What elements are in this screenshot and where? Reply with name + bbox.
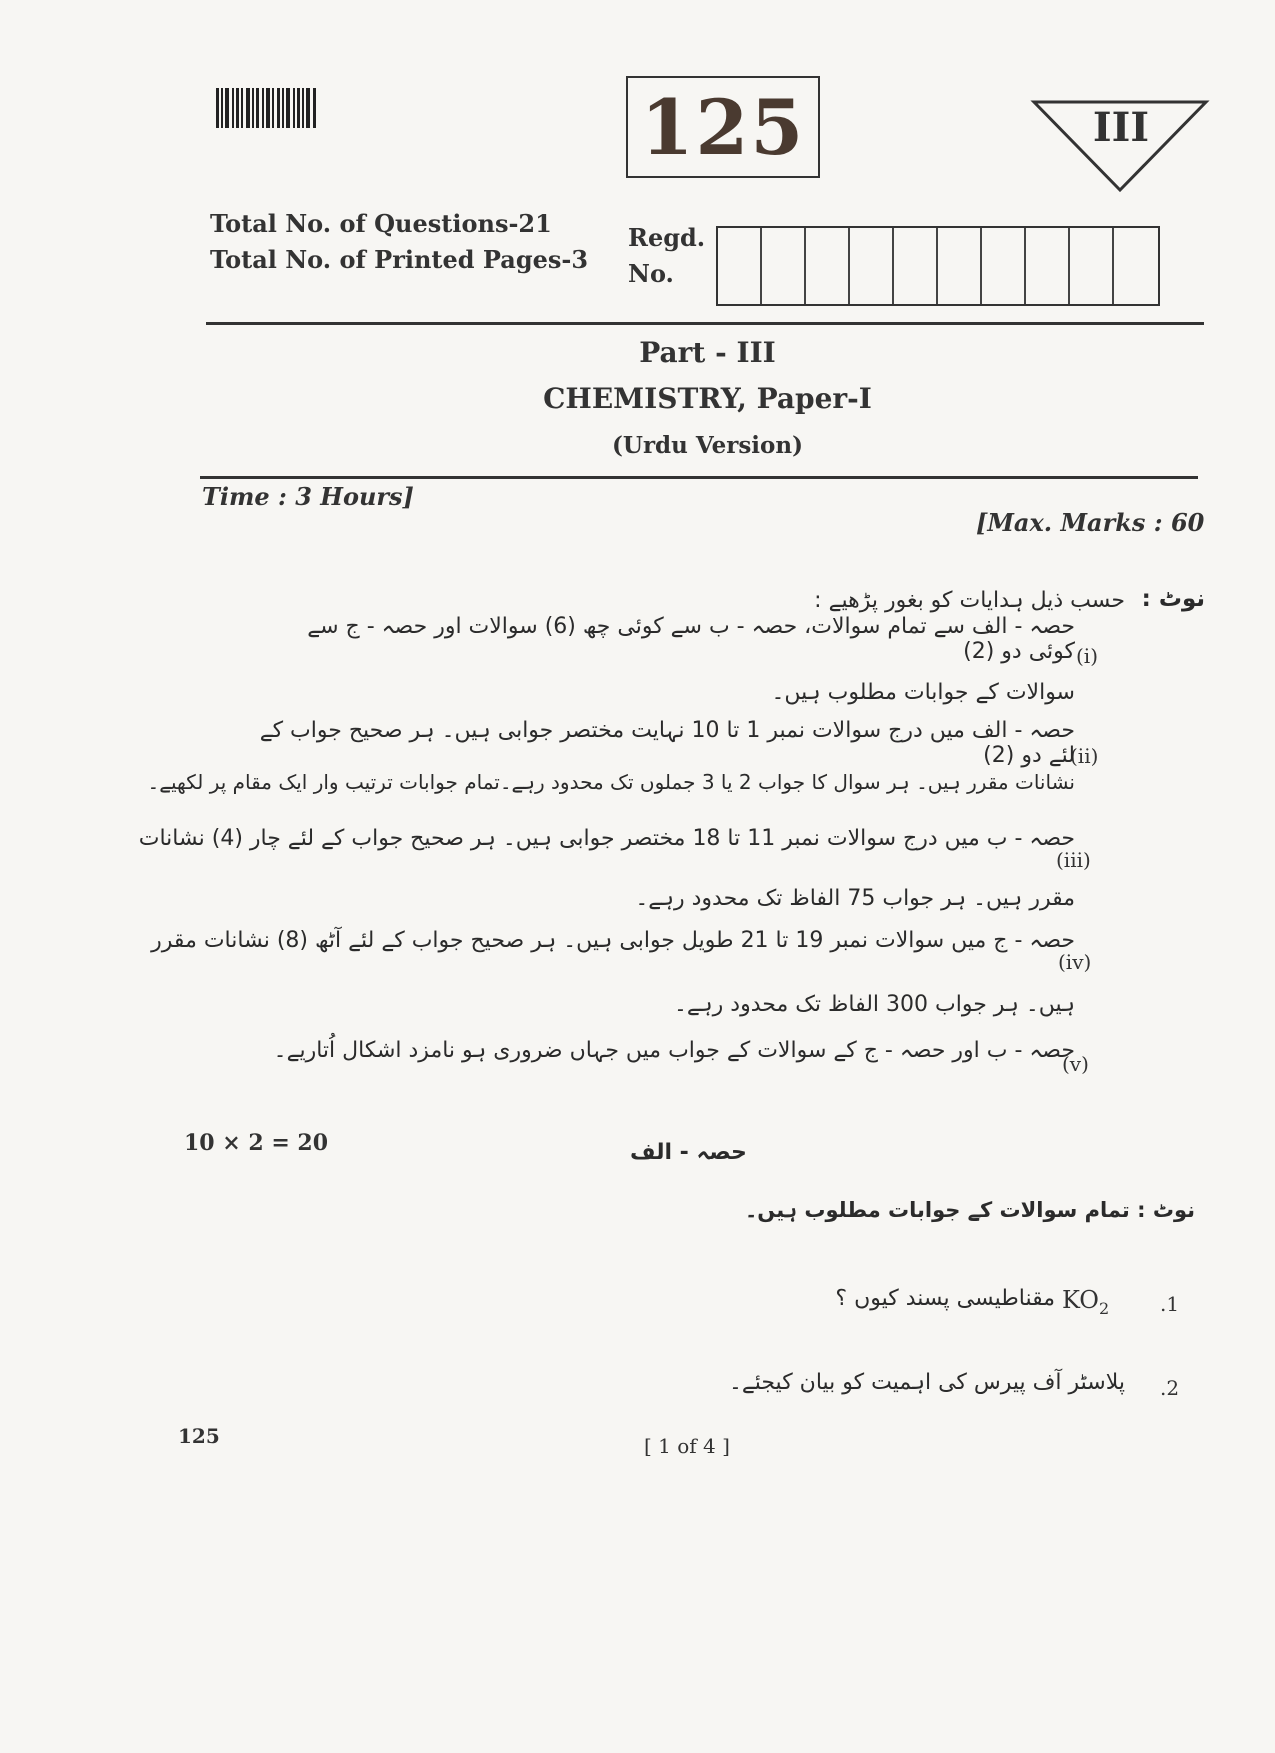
regd-box[interactable] bbox=[982, 228, 1026, 304]
note-item-line: نشانات مقرر ہیں۔ ہر سوال کا جواب 2 یا 3 جملوں تک محدود رہے۔تمام جوابات ترتیب وار ایک مقام پر لکھیے۔ bbox=[147, 770, 1075, 794]
regd-box[interactable] bbox=[1070, 228, 1114, 304]
part-title: Part - III bbox=[639, 336, 776, 369]
regd-box[interactable] bbox=[1026, 228, 1070, 304]
note-item-line: ہیں۔ ہر جواب 300 الفاظ تک محدود رہے۔ bbox=[674, 992, 1075, 1017]
note-item-num: (iii) bbox=[1056, 848, 1091, 872]
total-pages: Total No. of Printed Pages-3 bbox=[210, 245, 589, 274]
barcode bbox=[216, 88, 328, 128]
header-rule bbox=[206, 322, 1204, 325]
note-item-line: حصہ - الف سے تمام سوالات، حصہ - ب سے کوئی چھ (6) سوالات اور حصہ - ج سے کوئی دو (2) bbox=[307, 614, 1075, 664]
question-text: مقناطیسی پسند کیوں ؟ bbox=[835, 1286, 1055, 1311]
question-num: .2 bbox=[1160, 1376, 1180, 1400]
note-item-num: (i) bbox=[1076, 644, 1099, 668]
footer-code: 125 bbox=[178, 1424, 220, 1448]
regd-box[interactable] bbox=[850, 228, 894, 304]
regd-box[interactable] bbox=[894, 228, 938, 304]
regd-box[interactable] bbox=[938, 228, 982, 304]
version-title: (Urdu Version) bbox=[612, 432, 803, 459]
regd-number-boxes[interactable] bbox=[716, 226, 1160, 306]
note-label: نوٹ : bbox=[1141, 586, 1205, 612]
header-counts bbox=[210, 206, 588, 278]
regd-box[interactable] bbox=[718, 228, 762, 304]
max-marks-label: [Max. Marks : 60 bbox=[976, 508, 1205, 537]
regd-box[interactable] bbox=[762, 228, 806, 304]
note-item-num: (v) bbox=[1062, 1052, 1089, 1076]
note-item-line: حصہ - ب میں درج سوالات نمبر 11 تا 18 مختصر جوابی ہیں۔ ہر صحیح جواب کے لئے چار (4) نشانات bbox=[138, 826, 1075, 851]
title-rule bbox=[200, 476, 1198, 479]
question-formula: $KO_2$ bbox=[1062, 1286, 1110, 1318]
note-item-num: (ii) bbox=[1070, 744, 1099, 768]
note-item-line: حصہ - الف میں درج سوالات نمبر 1 تا 10 نہایت مختصر جوابی ہیں۔ ہر صحیح جواب کے لئے دو (2) bbox=[259, 718, 1075, 768]
regd-box[interactable] bbox=[806, 228, 850, 304]
question-text: پلاسٹر آف پیرس کی اہمیت کو بیان کیجئے۔ bbox=[728, 1370, 1125, 1395]
note-item-line: حصہ - ج میں سوالات نمبر 19 تا 21 طویل جوابی ہیں۔ ہر صحیح جواب کے لئے آٹھ (8) نشانات مقرر bbox=[151, 928, 1075, 953]
subject-title: CHEMISTRY, Paper-I bbox=[543, 382, 872, 415]
part-marker: III bbox=[1092, 104, 1150, 151]
section-note: نوٹ : تمام سوالات کے جوابات مطلوب ہیں۔ bbox=[745, 1198, 1195, 1222]
note-item-num: (iv) bbox=[1058, 950, 1092, 974]
regd-label: Regd. No. bbox=[628, 223, 706, 288]
note-item-line: سوالات کے جوابات مطلوب ہیں۔ bbox=[771, 680, 1075, 705]
regd-box[interactable] bbox=[1114, 228, 1158, 304]
note-intro: حسب ذیل ہدایات کو بغور پڑھیے : bbox=[814, 588, 1125, 613]
question-num: .1 bbox=[1160, 1292, 1180, 1316]
time-label: Time : 3 Hours] bbox=[202, 482, 414, 511]
section-marks: 10 × 2 = 20 bbox=[184, 1130, 329, 1156]
paper-code: 125 bbox=[640, 82, 806, 172]
section-name: حصہ - الف bbox=[630, 1140, 747, 1165]
paper-code-box bbox=[626, 76, 820, 178]
note-item-line: حصہ - ب اور حصہ - ج کے سوالات کے جواب میں جہاں ضروری ہو نامزد اشکال اُتاریے۔ bbox=[273, 1038, 1075, 1063]
note-item-line: مقرر ہیں۔ ہر جواب 75 الفاظ تک محدود رہے۔ bbox=[635, 886, 1075, 911]
page-number: [ 1 of 4 ] bbox=[644, 1434, 730, 1458]
total-questions: Total No. of Questions-21 bbox=[210, 209, 552, 238]
